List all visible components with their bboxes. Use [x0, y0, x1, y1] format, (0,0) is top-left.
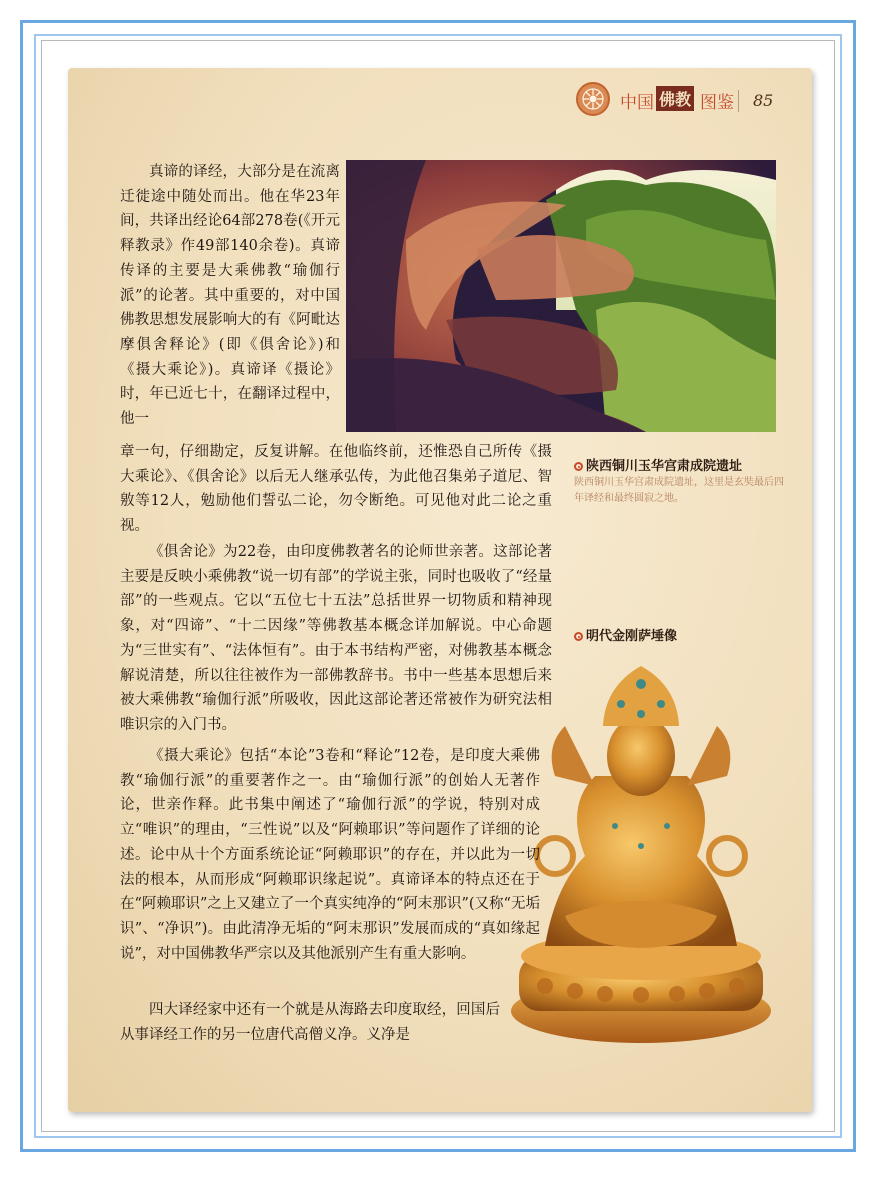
header-divider — [738, 90, 739, 112]
bullet-icon — [574, 462, 583, 471]
header-title-part1: 中国 — [620, 93, 654, 113]
body-paragraph-1b: 章一句，仔细勘定，反复讲解。在他临终前，还惟恐自己所传《摄大乘论》、《俱舍论》以后无人继承弘传，为此他召集弟子道尼、智敫等12人，勉励他们誓弘二论，勿令断绝。可见他对此二论之重视。 — [120, 444, 552, 535]
body-paragraph-1a: 真谛的译经，大部分是在流离迁徙途中随处而出。他在华23年间，共译出经论64部278卷(《开元释教录》作49部140余卷)。真谛传译的主要是大乘佛教“瑜伽行派”的论著。其中重要的，对中国佛教思想发展影响大的有《阿毗达摩俱舍释论》(即《俱舍论》)和《摄大乘论》)。真谛译《摄论》时，年已近七十，在翻译过程中，他一 — [120, 164, 340, 428]
page-number: 85 — [753, 91, 774, 110]
cave-site-photo — [346, 160, 776, 432]
header-title-part3: 图鉴 — [700, 93, 734, 113]
figure2-caption-title: 明代金刚萨埵像 — [574, 625, 677, 644]
figure1-caption-desc: 陕西铜川玉华宫肃成院遗址，这里是玄奘最后四年译经和最终圆寂之地。 — [574, 477, 784, 504]
lotus-emblem-icon — [576, 82, 610, 116]
bullet-icon — [574, 632, 583, 641]
figure1-caption-title: 陕西铜川玉华宫肃成院遗址 — [574, 455, 742, 474]
body-paragraph-4: 四大译经家中还有一个就是从海路去印度取经，回国后从事译经工作的另一位唐代高僧义净。义净是 — [120, 1002, 500, 1043]
body-paragraph-3: 《摄大乘论》包括“本论”3卷和“释论”12卷，是印度大乘佛教“瑜伽行派”的重要著作之一。由“瑜伽行派”的创始人无著作论，世亲作释。此书集中阐述了“瑜伽行派”的学说，特别对成立“唯识”的理由，“三性说”以及“阿赖耶识”等问题作了详细的论述。论中从十个方面系统论证“阿赖耶识”的存在，并以此为一切法的根本，从而形成“阿赖耶识缘起说”。真谛译本的特点还在于在“阿赖耶识”之上又建立了一个真实纯净的“阿末那识”(又称“无垢识”、“净识”)。由此清净无垢的“阿末那识”发展而成的“真如缘起说”，对中国佛教华严宗以及其他派别产生有重大影响。 — [120, 748, 540, 962]
header-title-part2: 佛教 — [656, 86, 694, 111]
body-paragraph-2: 《俱舍论》为22卷，由印度佛教著名的论师世亲著。这部论著主要是反映小乘佛教“说一切有部”的学说主张，同时也吸收了“经量部”的一些观点。它以“五位七十五法”总括世界一切物质和精神现象，对“四谛”、“十二因缘”等佛教基本概念详加解说。中心命题为“三世实有”、“法体恒有”。由于本书结构严密，对佛教基本概念解说清楚，所以往往被作为一部佛教辞书。书中一些基本思想后来被大乘佛教“瑜伽行派”所吸收，因此这部论著还常被作为研究法相唯识宗的入门书。 — [120, 544, 552, 733]
